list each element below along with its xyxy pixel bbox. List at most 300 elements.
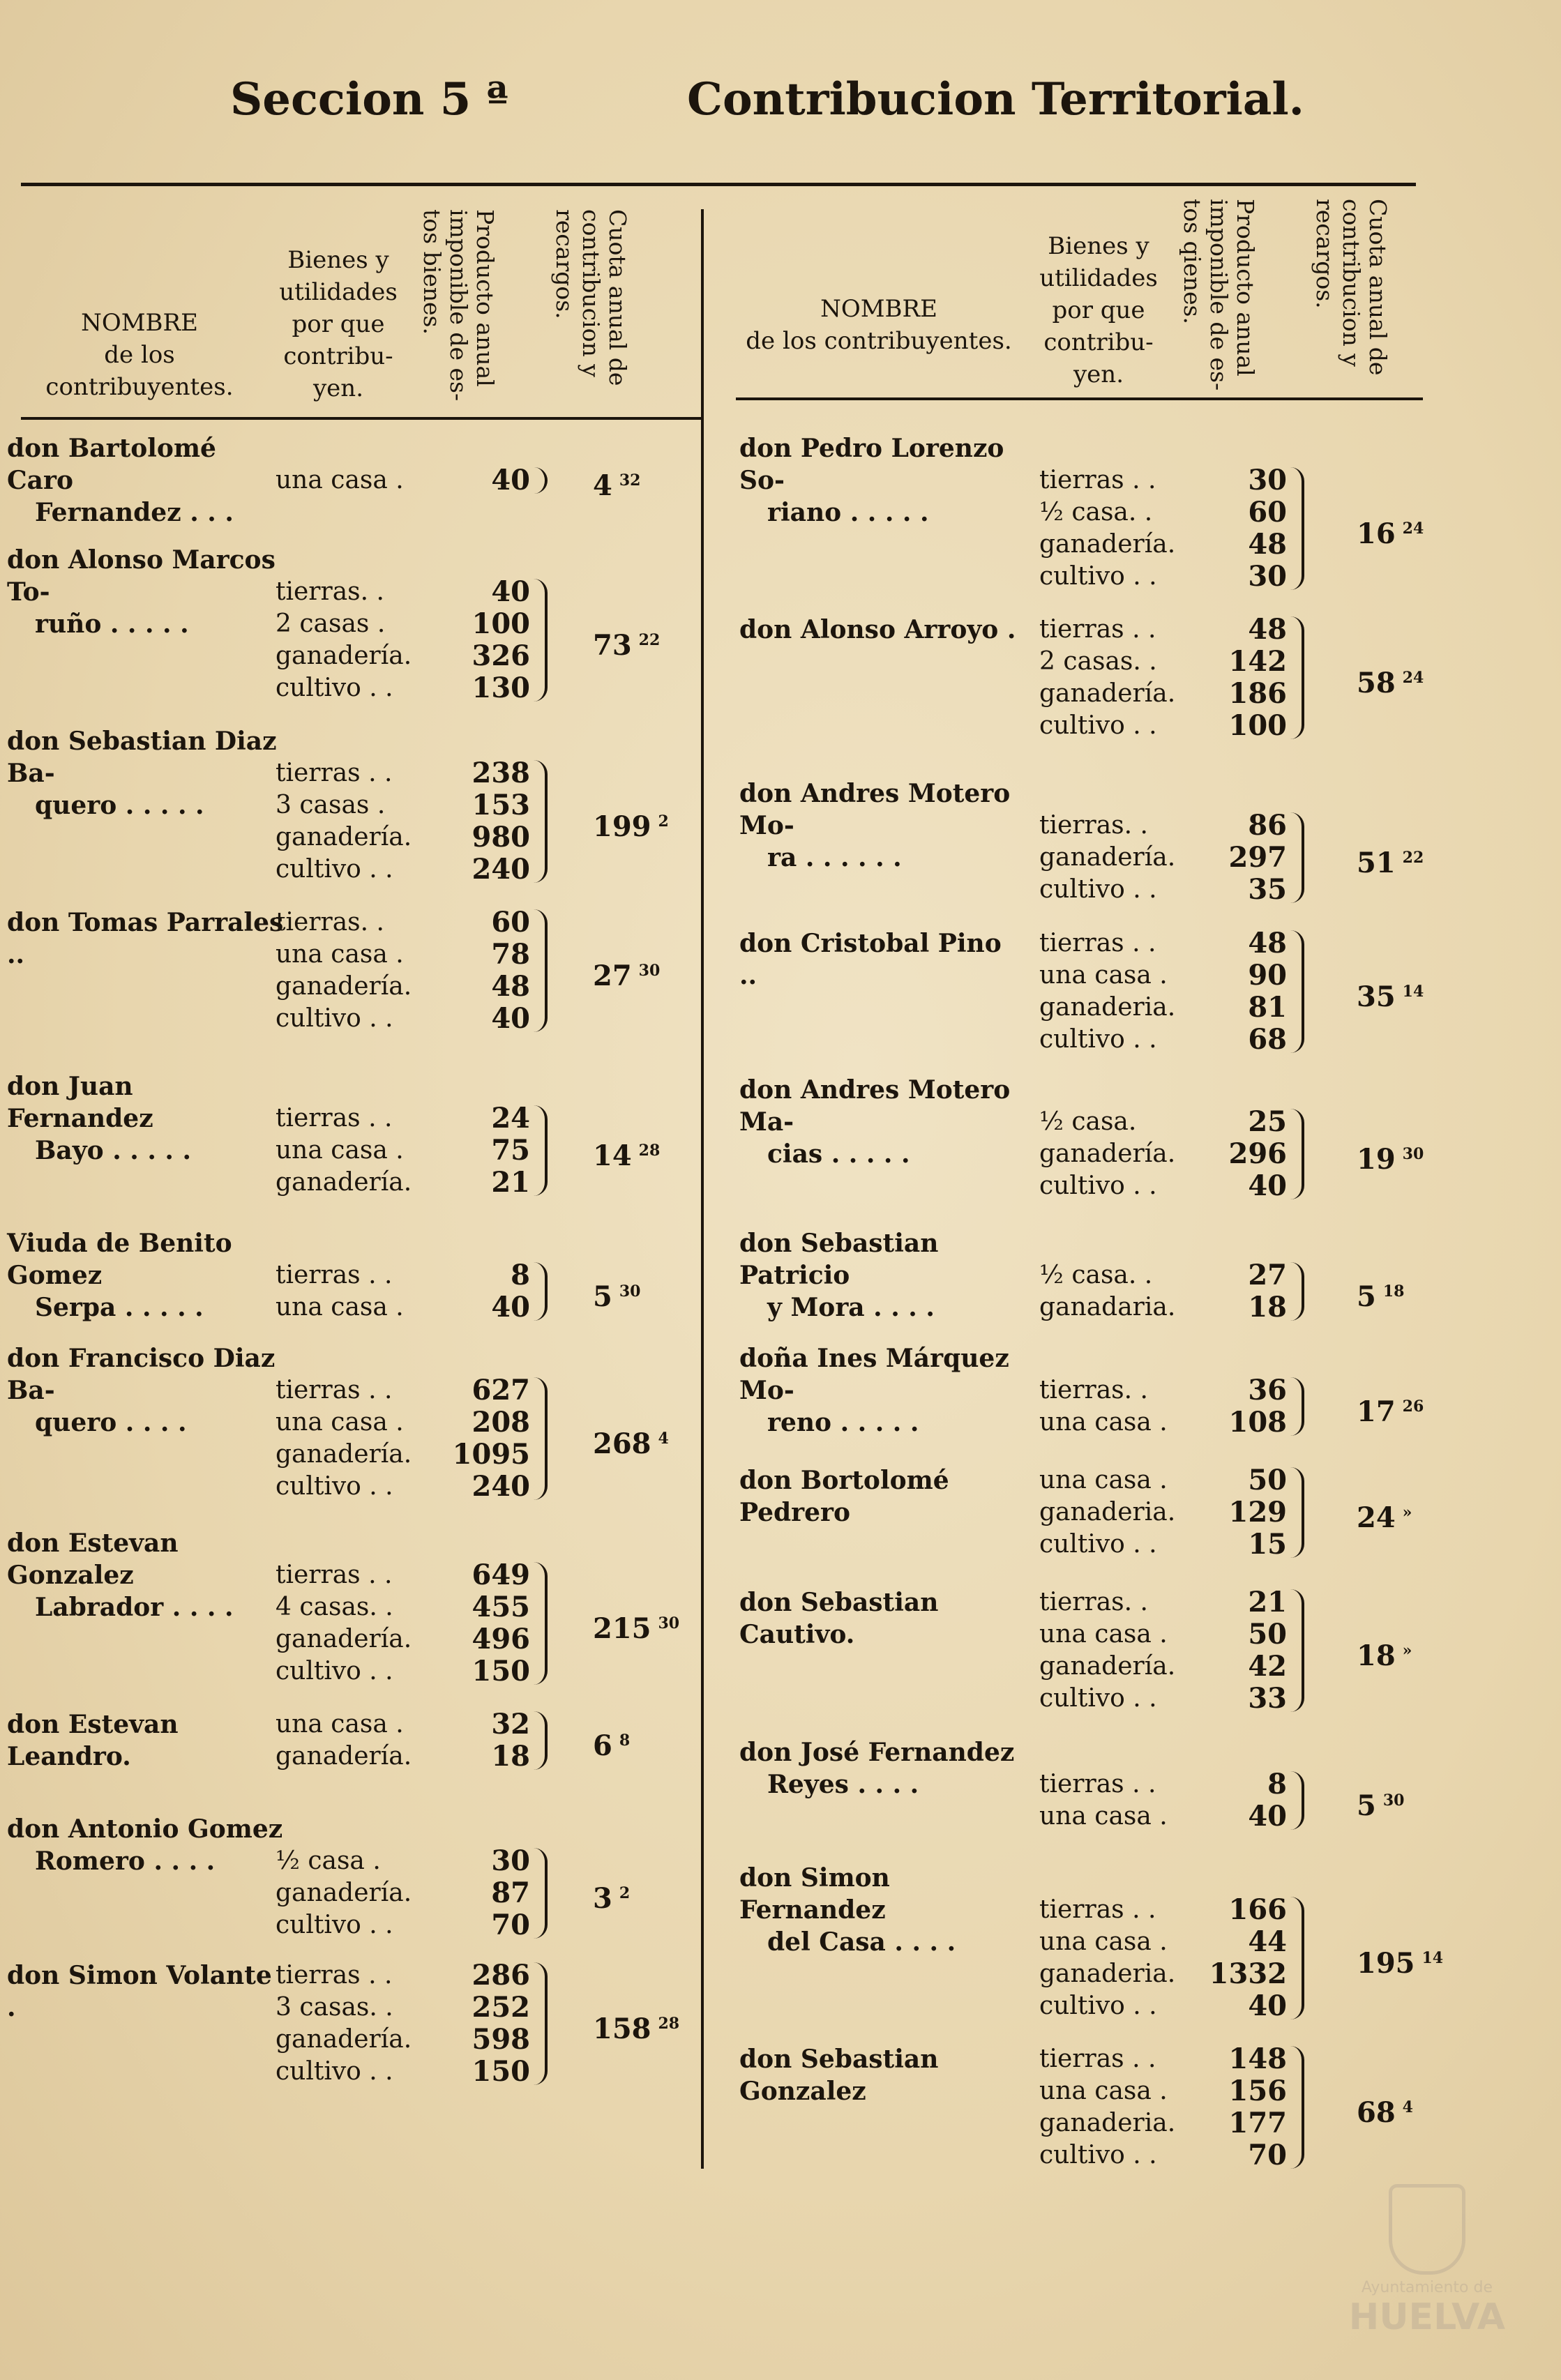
property-type: cultivo . . [1039, 562, 1157, 591]
taxpayer-name-line: Serpa . . . . . [35, 1293, 204, 1322]
right-head-rule [736, 397, 1423, 400]
taxpayer-name [7, 1342, 286, 1439]
taxable-product-value: 153 [472, 789, 530, 821]
taxable-product-value: 78 [491, 938, 530, 971]
taxable-product-value: 240 [472, 853, 530, 886]
quota-cents: 14 [1422, 1949, 1444, 1967]
quota-cents: 4 [658, 1430, 669, 1448]
quota-amount: 215 [593, 1612, 651, 1645]
property-type: ganadería. [1039, 1139, 1176, 1168]
name-heading-a: NOMBRE [820, 295, 937, 323]
taxpayer-name-line: cias . . . . . [767, 1139, 910, 1169]
quota-cents: 2 [658, 812, 669, 831]
grouping-brace [1290, 1589, 1304, 1712]
quota-cents: 18 [1382, 1282, 1405, 1301]
taxable-product-value: 42 [1248, 1650, 1287, 1683]
taxpayer-name-line: don Simon Volante . [7, 1961, 272, 2022]
taxpayer-name-line: Fernandez . . . [35, 498, 234, 527]
property-type: cultivo . . [276, 1657, 393, 1685]
heading-line: imponible de es- [445, 209, 472, 402]
annual-quota [1357, 1942, 1443, 1980]
quota-cents: 8 [619, 1731, 631, 1750]
taxpayer-name [739, 927, 1018, 992]
annual-quota [1357, 2091, 1413, 2129]
taxpayer-name [739, 1736, 1018, 1801]
taxable-product-value: 90 [1248, 959, 1287, 992]
quota-cents: 30 [658, 1614, 680, 1632]
taxable-product-value: 130 [472, 672, 530, 704]
quota-cents: 4 [1402, 2098, 1413, 2116]
taxable-product-value: 326 [472, 639, 530, 672]
property-type: 3 casas . [276, 791, 386, 819]
annual-quota [593, 1725, 630, 1762]
quota-amount: 195 [1357, 1947, 1415, 1980]
property-type: una casa . [276, 1408, 404, 1437]
taxable-product-value: 177 [1228, 2107, 1287, 2139]
quota-amount: 35 [1357, 980, 1396, 1013]
taxable-product-value: 40 [491, 1291, 530, 1324]
taxpayer-name [7, 725, 286, 821]
property-type: una casa . [1039, 1466, 1168, 1494]
heading-line: recargos. [1311, 199, 1338, 309]
property-type: tierras. . [1039, 811, 1148, 840]
taxable-product-value: 166 [1228, 1893, 1287, 1926]
heading-line: imponible de es- [1205, 199, 1232, 391]
taxpayer-name [7, 1070, 286, 1167]
taxable-product-value: 8 [1267, 1768, 1287, 1801]
taxpayer-name-line: don Andres Motero Mo- [739, 779, 1011, 840]
taxpayer-name [7, 432, 286, 529]
property-type: ½ casa . [276, 1847, 381, 1875]
quota-cents: 30 [638, 962, 661, 980]
taxpayer-name [739, 1586, 1018, 1651]
taxable-product-value: 15 [1248, 1528, 1287, 1561]
property-type: ½ casa. [1039, 1107, 1137, 1136]
taxpayer-name-line: y Mora . . . . [767, 1293, 935, 1322]
property-type: tierras. . [276, 577, 384, 606]
taxpayer-name-line: don Sebastian Diaz Ba- [7, 727, 277, 788]
taxpayer-name-line: don Alonso Marcos To- [7, 545, 276, 607]
quota-amount: 19 [1357, 1143, 1396, 1176]
property-type: cultivo . . [276, 2057, 393, 2086]
property-type: tierras . . [276, 1961, 393, 1989]
taxable-product-value: 129 [1228, 1496, 1287, 1529]
quota-cents: 14 [1402, 983, 1424, 1001]
annual-quota [593, 624, 660, 662]
left-head-rule [21, 417, 701, 420]
grouping-brace [534, 1711, 548, 1770]
taxpayer-name [739, 2043, 1018, 2107]
property-type: ganadaria. [1039, 1293, 1176, 1321]
grouping-brace [534, 579, 548, 702]
taxpayer-name-line: don Bartolomé Caro [7, 434, 216, 495]
heading-line: Bienes y [1048, 232, 1149, 260]
annual-quota [593, 805, 669, 843]
property-type: 3 casas. . [276, 1993, 393, 2022]
quota-amount: 27 [593, 960, 632, 992]
quota-amount: 14 [593, 1139, 632, 1172]
taxable-product-value: 68 [1248, 1023, 1287, 1056]
heading-line: Bienes y [287, 246, 389, 274]
property-type: cultivo . . [276, 1911, 393, 1939]
taxpayer-name [739, 778, 1018, 874]
quota-cents: 2 [619, 1884, 631, 1902]
property-type: una casa . [1039, 1927, 1168, 1956]
taxpayer-name-line: don Sebastian Cautivo. [739, 1588, 939, 1649]
taxable-product-value: 1332 [1209, 1957, 1287, 1990]
annual-quota [1357, 1390, 1424, 1428]
quota-cents: 22 [638, 631, 661, 649]
cuota-column-heading [551, 209, 631, 408]
taxable-product-value: 35 [1248, 873, 1287, 906]
grouping-brace [534, 1105, 548, 1196]
taxpayer-name-line: ra . . . . . . [767, 843, 902, 872]
property-type: tierras . . [276, 1104, 393, 1132]
heading-line: utilidades [1039, 264, 1158, 292]
grouping-brace [1290, 1771, 1304, 1830]
quota-amount: 5 [1357, 1789, 1376, 1822]
quota-cents: 30 [1382, 1791, 1405, 1810]
taxpayer-name-line: quero . . . . . [35, 791, 204, 820]
property-type: ganadería. [276, 2025, 412, 2054]
name-column-heading [7, 307, 272, 403]
property-type: tierras . . [1039, 2045, 1156, 2073]
annual-quota [1357, 842, 1424, 879]
annual-quota [1357, 1138, 1424, 1176]
property-type: cultivo . . [1039, 2141, 1157, 2169]
heading-line: Cuota anual de [1364, 199, 1392, 376]
taxable-product-value: 40 [491, 1002, 530, 1035]
heading-line: Cuota anual de [604, 209, 631, 386]
grouping-brace [1290, 1897, 1304, 2019]
taxable-product-value: 40 [1248, 1800, 1287, 1833]
annual-quota [1357, 513, 1424, 550]
property-type: una casa . [1039, 1620, 1168, 1648]
taxable-product-value: 156 [1228, 2075, 1287, 2107]
property-type: ganaderia. [1039, 2109, 1176, 2137]
taxpayer-name-line: don Simon Fernandez [739, 1863, 890, 1925]
taxable-product-value: 60 [491, 906, 530, 939]
taxable-product-value: 30 [491, 1844, 530, 1877]
taxpayer-name-line: Labrador . . . . [35, 1593, 234, 1622]
property-type: una casa . [276, 940, 404, 969]
watermark-line1: Ayuntamiento de [1361, 2279, 1493, 2296]
property-type: cultivo . . [1039, 1025, 1157, 1054]
property-type: cultivo . . [276, 1004, 393, 1033]
grouping-brace [1290, 812, 1304, 903]
taxable-product-value: 208 [472, 1406, 530, 1439]
taxable-product-value: 980 [472, 821, 530, 854]
grouping-brace [1290, 930, 1304, 1053]
taxable-product-value: 75 [491, 1134, 530, 1167]
property-type: tierras . . [276, 1376, 393, 1404]
taxpayer-name-line: Viuda de Benito Gomez [7, 1229, 232, 1290]
quota-cents: 28 [638, 1142, 661, 1160]
bienes-column-heading [1032, 230, 1165, 391]
grouping-brace [534, 1962, 548, 2085]
property-type: ganadería. [276, 972, 412, 1001]
taxable-product-value: 8 [511, 1259, 530, 1291]
quota-cents: 26 [1402, 1397, 1424, 1416]
coat-of-arms-icon [1389, 2184, 1465, 2275]
property-type: cultivo . . [1039, 1992, 1157, 2020]
property-type: ganadería. [276, 1625, 412, 1653]
property-type: ganadería. [276, 1742, 412, 1771]
heading-line: Producto anual [472, 209, 499, 387]
property-type: una casa . [1039, 1408, 1168, 1437]
page-title: Contribucion Territorial. [687, 73, 1304, 126]
quota-amount: 6 [593, 1729, 612, 1762]
heading-line: por que [1052, 296, 1145, 324]
taxable-product-value: 627 [472, 1374, 530, 1407]
taxable-product-value: 252 [472, 1991, 530, 2024]
property-type: 2 casas . [276, 609, 386, 638]
quota-amount: 58 [1357, 667, 1396, 699]
property-type: una casa . [1039, 961, 1168, 990]
heading-line: por que [292, 310, 385, 338]
property-type: ganadería. [276, 1440, 412, 1469]
taxpayer-name-line: don Juan Fernandez [7, 1072, 153, 1133]
property-type: cultivo . . [276, 674, 393, 702]
heading-line: contribucion y [1338, 199, 1365, 367]
cuota-column-heading [1311, 199, 1391, 394]
taxpayer-name-line: don Bortolomé Pedrero [739, 1466, 949, 1527]
quota-amount: 73 [593, 629, 632, 662]
property-type: una casa . [1039, 2077, 1168, 2105]
taxpayer-name [739, 1227, 1018, 1324]
bienes-column-heading [272, 244, 405, 404]
taxable-product-value: 44 [1248, 1925, 1287, 1958]
taxable-product-value: 100 [1228, 709, 1287, 742]
taxable-product-value: 24 [491, 1102, 530, 1135]
taxable-product-value: 649 [472, 1559, 530, 1591]
annual-quota [1357, 1275, 1404, 1313]
taxpayer-name-line: quero . . . . [35, 1408, 187, 1437]
taxpayer-name [739, 1342, 1018, 1439]
taxable-product-value: 40 [1248, 1989, 1287, 2022]
taxpayer-name-line: del Casa . . . . [767, 1927, 956, 1957]
taxpayer-name [7, 1960, 286, 2024]
quota-amount: 16 [1357, 517, 1396, 550]
taxpayer-name [7, 1227, 286, 1324]
grouping-brace [1290, 616, 1304, 739]
taxpayer-name [739, 1074, 1018, 1170]
taxable-product-value: 108 [1228, 1406, 1287, 1439]
annual-quota [593, 1275, 640, 1313]
taxable-product-value: 48 [1248, 528, 1287, 561]
taxable-product-value: 50 [1248, 1618, 1287, 1651]
quota-amount: 51 [1357, 847, 1396, 879]
taxpayer-name [7, 907, 286, 971]
annual-quota [1357, 1635, 1412, 1672]
taxable-product-value: 48 [1248, 613, 1287, 646]
taxable-product-value: 286 [472, 1959, 530, 1992]
quota-cents: 24 [1402, 520, 1424, 538]
quota-amount: 4 [593, 469, 612, 502]
property-type: tierras . . [276, 1561, 393, 1589]
grouping-brace [1290, 1262, 1304, 1321]
taxpayer-name-line: don Tomas Parrales .. [7, 908, 284, 969]
heading-line: recargos. [551, 209, 578, 319]
grouping-brace [1290, 467, 1304, 590]
property-type: una casa . [276, 466, 404, 494]
top-rule [21, 183, 1416, 186]
taxable-product-value: 150 [472, 2055, 530, 2088]
taxable-product-value: 70 [491, 1909, 530, 1941]
grouping-brace [534, 1562, 548, 1685]
heading-line: contribu- [283, 342, 393, 370]
quota-amount: 158 [593, 2013, 651, 2045]
taxpayer-name-line: riano . . . . . [767, 498, 929, 527]
taxable-product-value: 48 [491, 970, 530, 1003]
taxable-product-value: 455 [472, 1591, 530, 1623]
taxable-product-value: 30 [1248, 464, 1287, 497]
property-type: ganadería. [276, 1168, 412, 1197]
name-heading-b: de los contribuyentes. [746, 327, 1012, 355]
taxpayer-name [739, 1862, 1018, 1958]
taxpayer-name-line: Bayo . . . . . [35, 1136, 192, 1165]
grouping-brace [534, 760, 548, 883]
taxable-product-value: 496 [472, 1623, 530, 1655]
property-type: tierras . . [276, 759, 393, 787]
property-type: ganaderia. [1039, 1960, 1176, 1988]
taxpayer-name-line: don Antonio Gomez [7, 1814, 283, 1844]
taxable-product-value: 296 [1228, 1137, 1287, 1170]
property-type: una casa . [1039, 1802, 1168, 1831]
taxable-product-value: 40 [1248, 1169, 1287, 1202]
quota-cents: 32 [619, 471, 641, 490]
annual-quota [1357, 662, 1424, 699]
property-type: ganaderia. [1039, 1498, 1176, 1526]
heading-line: yen. [312, 374, 364, 402]
taxpayer-name-line: don Estevan Gonzalez [7, 1529, 179, 1590]
taxable-product-value: 36 [1248, 1374, 1287, 1407]
taxable-product-value: 27 [1248, 1259, 1287, 1291]
taxable-product-value: 81 [1248, 991, 1287, 1024]
property-type: ganadería. [1039, 530, 1176, 559]
annual-quota [593, 955, 660, 992]
property-type: tierras. . [1039, 1376, 1148, 1404]
property-type: ganadería. [276, 642, 412, 670]
heading-line: Producto anual [1232, 199, 1259, 377]
quota-cents: 30 [619, 1282, 641, 1301]
property-type: cultivo . . [276, 1472, 393, 1501]
taxpayer-name [7, 1527, 286, 1623]
taxpayer-name-line: reno . . . . . [767, 1408, 919, 1437]
heading-line: contribu- [1043, 328, 1154, 356]
taxpayer-name-line: ruño . . . . . [35, 609, 189, 639]
property-type: tierras . . [1039, 466, 1156, 494]
taxpayer-name-line: don Andres Motero Ma- [739, 1075, 1011, 1137]
property-type: cultivo . . [1039, 1530, 1157, 1559]
annual-quota [1357, 1496, 1412, 1534]
grouping-brace [1290, 2046, 1304, 2169]
property-type: ½ casa. . [1039, 1261, 1153, 1289]
property-type: ganadería. [276, 1879, 412, 1907]
grouping-brace [534, 909, 548, 1032]
name-heading-a: NOMBRE [81, 309, 198, 337]
property-type: tierras . . [1039, 929, 1156, 957]
taxable-product-value: 1095 [452, 1438, 530, 1471]
taxpayer-name [739, 614, 1018, 646]
taxpayer-name [7, 1813, 286, 1877]
column-divider [701, 209, 704, 2169]
taxable-product-value: 100 [472, 607, 530, 640]
property-type: ganadería. [1039, 843, 1176, 872]
quota-cents: 28 [658, 2015, 680, 2033]
annual-quota [593, 1135, 660, 1172]
taxpayer-name-line: don Estevan Leandro. [7, 1710, 179, 1771]
taxpayer-name-line: Reyes . . . . [767, 1770, 919, 1799]
annual-quota [593, 2008, 679, 2045]
taxable-product-value: 150 [472, 1655, 530, 1688]
name-column-heading [739, 293, 1018, 357]
quota-amount: 24 [1357, 1501, 1396, 1534]
property-type: tierras . . [1039, 1895, 1156, 1924]
taxable-product-value: 18 [491, 1740, 530, 1773]
heading-line: tos bienes. [418, 209, 446, 335]
taxpayer-name [7, 1708, 286, 1773]
taxable-product-value: 25 [1248, 1105, 1287, 1138]
heading-line: utilidades [279, 278, 398, 306]
taxpayer-name-line: don Francisco Diaz Ba- [7, 1344, 276, 1405]
taxable-product-value: 40 [491, 575, 530, 608]
name-heading-b: de los contribuyentes. [45, 341, 234, 401]
heading-line: contribucion y [578, 209, 605, 377]
taxable-product-value: 33 [1248, 1682, 1287, 1715]
property-type: 4 casas. . [276, 1593, 393, 1621]
property-type: una casa . [276, 1293, 404, 1321]
taxable-product-value: 48 [1248, 927, 1287, 960]
taxable-product-value: 21 [491, 1166, 530, 1199]
quota-cents: » [1402, 1503, 1412, 1522]
property-type: ganaderia. [1039, 993, 1176, 1022]
quota-cents: » [1402, 1642, 1412, 1660]
quota-cents: 24 [1402, 669, 1424, 687]
watermark-line2: HUELVA [1348, 2296, 1505, 2338]
taxable-product-value: 297 [1228, 841, 1287, 874]
property-type: tierras. . [276, 908, 384, 937]
property-type: ½ casa. . [1039, 498, 1153, 526]
quota-amount: 199 [593, 810, 651, 843]
heading-line: yen. [1073, 361, 1124, 388]
taxable-product-value: 40 [491, 464, 530, 497]
property-type: 2 casas. . [1039, 647, 1157, 676]
annual-quota [593, 464, 640, 502]
taxable-product-value: 70 [1248, 2139, 1287, 2171]
grouping-brace [1290, 1377, 1304, 1436]
taxable-product-value: 50 [1248, 1464, 1287, 1496]
taxable-product-value: 148 [1228, 2042, 1287, 2075]
grouping-brace [1290, 1467, 1304, 1558]
heading-line: tos qienes. [1179, 199, 1206, 324]
property-type: tierras . . [1039, 615, 1156, 644]
taxable-product-value: 598 [472, 2023, 530, 2056]
quota-cents: 30 [1402, 1145, 1424, 1163]
annual-quota [593, 1877, 630, 1915]
property-type: cultivo . . [1039, 711, 1157, 740]
property-type: ganadería. [1039, 679, 1176, 708]
taxable-product-value: 60 [1248, 496, 1287, 529]
quota-cents: 22 [1402, 849, 1424, 867]
taxable-product-value: 86 [1248, 809, 1287, 842]
grouping-brace [534, 467, 548, 494]
taxpayer-name-line: don José Fernandez [739, 1738, 1015, 1767]
taxpayer-name-line: Romero . . . . [35, 1847, 216, 1876]
taxable-product-value: 240 [472, 1470, 530, 1503]
section-heading: Seccion 5 ª [230, 73, 508, 126]
property-type: cultivo . . [1039, 1684, 1157, 1713]
